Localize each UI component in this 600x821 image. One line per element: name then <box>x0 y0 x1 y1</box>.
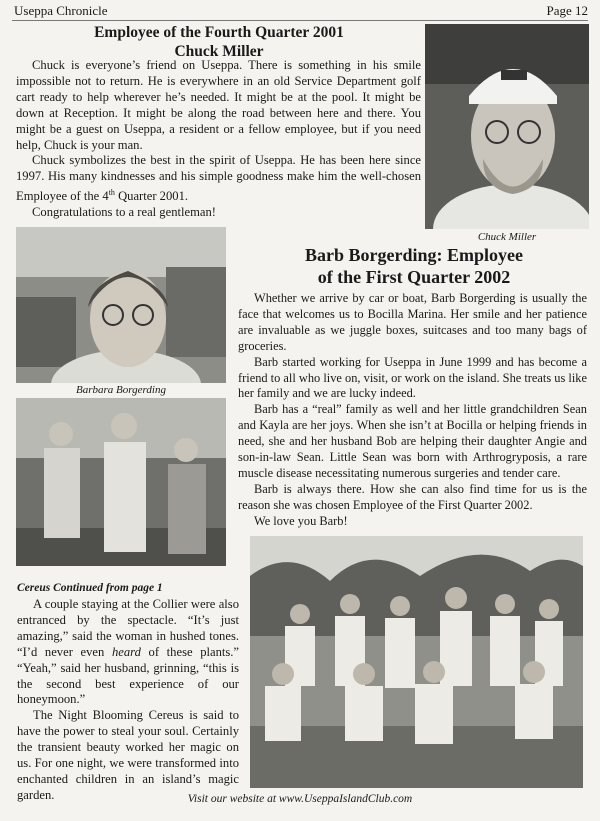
article2-paragraph: Whether we arrive by car or boat, Barb Borgerding is usually the face that welcomes us to Bocilla Marina. Her smile and her patience are invaluable as we juggle boxes, suitcases and too many bags of groceries. <box>238 291 587 353</box>
article1-paragraph: Chuck symbolizes the best in the spirit of Useppa. He has been here since 1997. His many kindnesses and his simple goodness make him the well-chosen Employee of the 4th Quarter 2001. <box>16 153 421 204</box>
staff-group-photo <box>250 536 583 788</box>
article1-paragraph: Chuck is everyone’s friend on Useppa. There is something in his smile impossible not to return. He is everywhere in an old Service Department golf cart ready to help wherever he’s needed. It might be at the pool. It might be down at Reception. It might be along the road between here and there. You might be a guest on Useppa, a resident or a fellow employee, but if you need help, Chuck is your man. <box>16 58 421 152</box>
article2-title-line1: Barb Borgerding: Employee <box>305 245 523 265</box>
chuck-miller-photo <box>425 24 589 229</box>
cereus-body <box>17 597 239 804</box>
cereus-paragraph: A couple staying at the Collier were also entranced by the spectacle. “It’s just amazing,” said the woman in hushed tones. “I’d never even heard of these plants.” “Yeah,” said her husband, grinning, “this is the second best experience of our honeymoon.” <box>17 597 240 707</box>
barbara-borgerding-photo <box>16 227 226 383</box>
article2-paragraph: Barb is always there. How she can also find time for us is the reason she was chosen Employee of the First Quarter 2002. <box>238 481 587 512</box>
article2-body <box>238 291 587 530</box>
page-number: Page 12 <box>546 3 588 18</box>
barbara-borgerding-caption: Barbara Borgerding <box>76 384 166 396</box>
publication-name: Useppa Chronicle <box>14 3 108 18</box>
article2-title-line2: of the First Quarter 2002 <box>317 267 511 287</box>
article1-title-line2: Chuck Miller <box>174 43 264 60</box>
chuck-miller-caption: Chuck Miller <box>477 231 537 243</box>
cereus-paragraph: The Night Blooming Cereus is said to have the power to steal your soul. Certainly the transient beauty worked her magic on us. For one night, we were transformed into enchanted children in an island’s magic garden. <box>17 708 239 802</box>
website-footer: Visit our website at www.UseppaIslandClub.com <box>187 793 413 805</box>
cereus-continued-heading: Cereus Continued from page 1 <box>17 582 163 594</box>
article1-title-line1: Employee of the Fourth Quarter 2001 <box>94 24 344 41</box>
header-divider <box>12 20 588 21</box>
article2-paragraph: Barb has a “real” family as well and her little grandchildren Sean and Kayla are her joys. When she isn’t at Bocilla or helping friends in need, she and her husband Bob are helping their daughter Angie and son-in-law Sean. Little Sean was born with Arthrogryposis, a rare muscle disease necessitating numerous surgeries and tender care. <box>238 402 587 480</box>
article2-paragraph: We love you Barb! <box>254 513 348 528</box>
three-people-photo <box>16 398 226 566</box>
article1-paragraph: Congratulations to a real gentleman! <box>32 205 216 220</box>
article2-paragraph: Barb started working for Useppa in June 1999 and has become a friend to all who live on, visit, or work on the island. She treats us like her family and we are lucky indeed. <box>238 354 587 401</box>
article2-title <box>238 244 590 288</box>
article1-body <box>16 58 421 221</box>
article1-title <box>14 23 424 61</box>
